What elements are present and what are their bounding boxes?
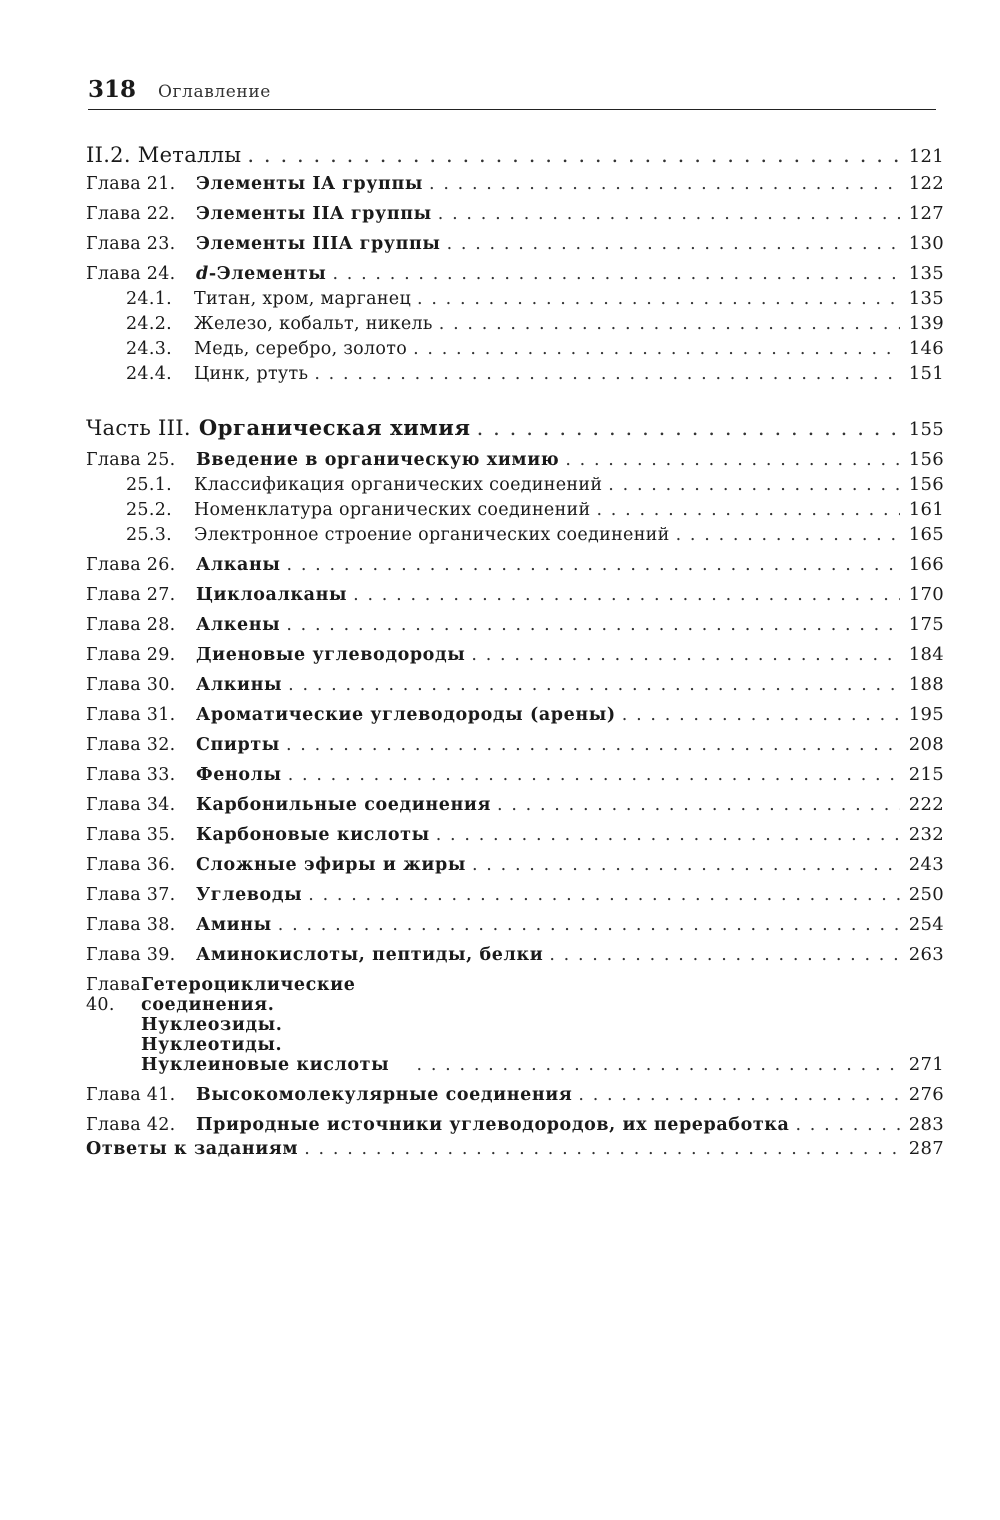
- toc-number: Глава 39.: [86, 945, 176, 965]
- toc-title-italic: d: [196, 264, 209, 284]
- toc-number: Глава 36.: [86, 855, 176, 875]
- toc-chapter-40[interactable]: [86, 975, 944, 1075]
- toc-page: 130: [908, 233, 944, 254]
- leader-dots: [596, 500, 900, 520]
- toc-page: 139: [908, 313, 944, 334]
- toc-number: Глава 28.: [86, 615, 176, 635]
- toc-number: Глава 37.: [86, 885, 176, 905]
- toc-chapter-24[interactable]: [86, 264, 944, 284]
- toc-answers[interactable]: [86, 1139, 944, 1159]
- toc-title: Циклоалканы: [196, 585, 348, 605]
- toc-label: II.2. Металлы: [86, 143, 242, 167]
- toc-page: 135: [908, 288, 944, 309]
- toc-title: Алканы: [196, 555, 281, 575]
- toc-number: Глава 30.: [86, 675, 176, 695]
- leader-dots: [287, 555, 900, 575]
- toc-title: Электронное строение органических соединений: [194, 525, 670, 545]
- toc-page: 232: [908, 824, 944, 845]
- toc-section-25-3[interactable]: [86, 525, 944, 545]
- toc-number: 24.3.: [126, 339, 173, 359]
- toc-chapter-28[interactable]: [86, 615, 944, 635]
- toc-section-24-1[interactable]: [86, 289, 944, 309]
- toc-title: Амины: [196, 915, 272, 935]
- toc-page: 263: [908, 944, 944, 965]
- toc-title: Цинк, ртуть: [194, 364, 309, 384]
- toc-page: 208: [908, 734, 944, 755]
- toc-number: Глава 24.: [86, 264, 176, 284]
- toc-page: 161: [908, 499, 944, 520]
- toc-title: Ароматические углеводороды (арены): [196, 705, 616, 725]
- leader-dots: [278, 915, 900, 935]
- toc-title-rest: -Элементы: [208, 264, 327, 284]
- toc-page: 156: [908, 474, 944, 495]
- toc-number: Глава 25.: [86, 450, 176, 470]
- toc-number: Глава 42.: [86, 1115, 176, 1135]
- toc-page: 122: [908, 173, 944, 194]
- leader-dots: [314, 364, 900, 384]
- leader-dots: [286, 735, 900, 755]
- toc-page: 271: [908, 1054, 944, 1075]
- toc-number: 24.1.: [126, 289, 173, 309]
- toc-page: 184: [908, 644, 944, 665]
- toc-number: Глава 31.: [86, 705, 176, 725]
- toc-title: Органическая химия: [198, 415, 471, 440]
- toc-title: Углеводы: [196, 885, 303, 905]
- leader-dots: [247, 140, 900, 170]
- toc-page: 287: [908, 1138, 944, 1159]
- toc-page: 151: [908, 363, 944, 384]
- toc-chapter-29[interactable]: [86, 645, 944, 665]
- leader-dots: [288, 675, 900, 695]
- running-header: [88, 76, 936, 110]
- toc-chapter-39[interactable]: [86, 945, 944, 965]
- toc-page: 283: [908, 1114, 944, 1135]
- leader-dots: [439, 314, 900, 334]
- toc-page: 195: [908, 704, 944, 725]
- toc-page: 243: [908, 854, 944, 875]
- toc-section-25-2[interactable]: [86, 500, 944, 520]
- toc-title: Элементы IA группы: [196, 174, 423, 194]
- toc-title: Диеновые углеводороды: [196, 645, 466, 665]
- table-of-contents: [86, 140, 944, 1159]
- leader-dots: [436, 825, 900, 845]
- leader-dots: [477, 414, 900, 442]
- toc-section-24-2[interactable]: [86, 314, 944, 334]
- toc-number: Глава 26.: [86, 555, 176, 575]
- toc-title: Элементы IIIA группы: [196, 234, 441, 254]
- toc-title: Карбонильные соединения: [196, 795, 491, 815]
- toc-number: Глава 32.: [86, 735, 176, 755]
- leader-dots: [676, 525, 900, 545]
- leader-dots: [438, 204, 900, 224]
- toc-title-line-1: Гетероциклические соединения. Нуклеозиды. Нуклеотиды.: [140, 975, 356, 1055]
- toc-number: Глава 29.: [86, 645, 176, 665]
- toc-page: 156: [908, 449, 944, 470]
- toc-number: 24.4.: [126, 364, 173, 384]
- leader-dots: [417, 1055, 900, 1075]
- toc-number: 25.2.: [126, 500, 173, 520]
- toc-number: Глава 34.: [86, 795, 176, 815]
- leader-dots: [413, 339, 900, 359]
- toc-number: Глава 33.: [86, 765, 176, 785]
- toc-page: 250: [908, 884, 944, 905]
- toc-title: Введение в органическую химию: [196, 450, 560, 470]
- toc-chapter-25[interactable]: [86, 450, 944, 470]
- toc-page: 222: [908, 794, 944, 815]
- toc-number: Глава 27.: [86, 585, 176, 605]
- leader-dots: [497, 795, 900, 815]
- leader-dots: [304, 1139, 900, 1159]
- leader-dots: [578, 1085, 900, 1105]
- toc-number: 24.2.: [126, 314, 173, 334]
- toc-title: Алкины: [196, 675, 283, 695]
- toc-number: Глава 22.: [86, 204, 176, 224]
- toc-chapter-38[interactable]: [86, 915, 944, 935]
- leader-dots: [622, 705, 900, 725]
- toc-chapter-22[interactable]: [86, 204, 944, 224]
- toc-page: 165: [908, 524, 944, 545]
- toc-page: 276: [908, 1084, 944, 1105]
- toc-title: Аминокислоты, пептиды, белки: [196, 945, 544, 965]
- toc-title: [196, 264, 326, 284]
- toc-page: 254: [908, 914, 944, 935]
- leader-dots: [549, 945, 900, 965]
- toc-page: 146: [908, 338, 944, 359]
- toc-title: Медь, серебро, золото: [194, 339, 408, 359]
- toc-number: Глава 21.: [86, 174, 176, 194]
- toc-section-ii2[interactable]: [86, 140, 944, 170]
- toc-title: Титан, хром, марганец: [194, 289, 412, 309]
- toc-title: Фенолы: [196, 765, 282, 785]
- leader-dots: [795, 1115, 900, 1135]
- toc-title: Алкены: [196, 615, 281, 635]
- toc-number: 25.1.: [126, 475, 173, 495]
- leader-dots: [447, 234, 900, 254]
- leader-dots: [308, 885, 900, 905]
- toc-number: 25.3.: [126, 525, 173, 545]
- running-title: Оглавление: [158, 82, 271, 102]
- leader-dots: [565, 450, 900, 470]
- toc-page: 135: [908, 263, 944, 284]
- toc-chapter-34[interactable]: [86, 795, 944, 815]
- toc-page: 121: [908, 146, 944, 167]
- toc-chapter-36[interactable]: [86, 855, 944, 875]
- leader-dots: [288, 765, 900, 785]
- toc-chapter-42[interactable]: [86, 1115, 944, 1135]
- leader-dots: [471, 645, 900, 665]
- toc-chapter-23[interactable]: [86, 234, 944, 254]
- leader-dots: [608, 475, 900, 495]
- page-number: 318: [88, 76, 137, 103]
- toc-page: 188: [908, 674, 944, 695]
- toc-title: Карбоновые кислоты: [196, 825, 430, 845]
- toc-number: Глава 41.: [86, 1085, 176, 1105]
- toc-title: Сложные эфиры и жиры: [196, 855, 466, 875]
- toc-title: [141, 975, 411, 1075]
- toc-section-24-4[interactable]: [86, 364, 944, 384]
- toc-chapter-41[interactable]: [86, 1085, 944, 1105]
- toc-title: Номенклатура органических соединений: [194, 500, 591, 520]
- toc-number: Глава 38.: [86, 915, 176, 935]
- toc-chapter-27[interactable]: [86, 585, 944, 605]
- toc-number: Глава 23.: [86, 234, 176, 254]
- toc-chapter-37[interactable]: [86, 885, 944, 905]
- toc-title: Классификация органических соединений: [194, 475, 603, 495]
- toc-number: Глава 35.: [86, 825, 176, 845]
- toc-section-25-1[interactable]: [86, 475, 944, 495]
- toc-chapter-21[interactable]: [86, 174, 944, 194]
- toc-part-3[interactable]: [86, 414, 944, 444]
- toc-title: Спирты: [196, 735, 280, 755]
- toc-page: 175: [908, 614, 944, 635]
- toc-section-24-3[interactable]: [86, 339, 944, 359]
- leader-dots: [353, 585, 900, 605]
- toc-title: Ответы к заданиям: [86, 1139, 299, 1159]
- toc-chapter-26[interactable]: [86, 555, 944, 575]
- toc-number: Часть III.: [86, 416, 191, 440]
- toc-page: 215: [908, 764, 944, 785]
- leader-dots: [429, 174, 900, 194]
- toc-page: 166: [908, 554, 944, 575]
- toc-title: Природные источники углеводородов, их переработка: [196, 1115, 790, 1135]
- toc-page: 155: [908, 419, 944, 440]
- toc-chapter-32[interactable]: [86, 735, 944, 755]
- leader-dots: [417, 289, 900, 309]
- toc-chapter-30[interactable]: [86, 675, 944, 695]
- toc-title: Железо, кобальт, никель: [194, 314, 433, 334]
- toc-title-line-2: Нуклеиновые кислоты: [140, 1055, 390, 1075]
- toc-chapter-31[interactable]: [86, 705, 944, 725]
- leader-dots: [286, 615, 900, 635]
- toc-title: Элементы IIA группы: [196, 204, 432, 224]
- toc-chapter-33[interactable]: [86, 765, 944, 785]
- toc-number: Глава 40.: [86, 975, 141, 1015]
- toc-chapter-35[interactable]: [86, 825, 944, 845]
- toc-page: 127: [908, 203, 944, 224]
- leader-dots: [472, 855, 900, 875]
- toc-page: 170: [908, 584, 944, 605]
- toc-title: Высокомолекулярные соединения: [196, 1085, 573, 1105]
- leader-dots: [332, 264, 900, 284]
